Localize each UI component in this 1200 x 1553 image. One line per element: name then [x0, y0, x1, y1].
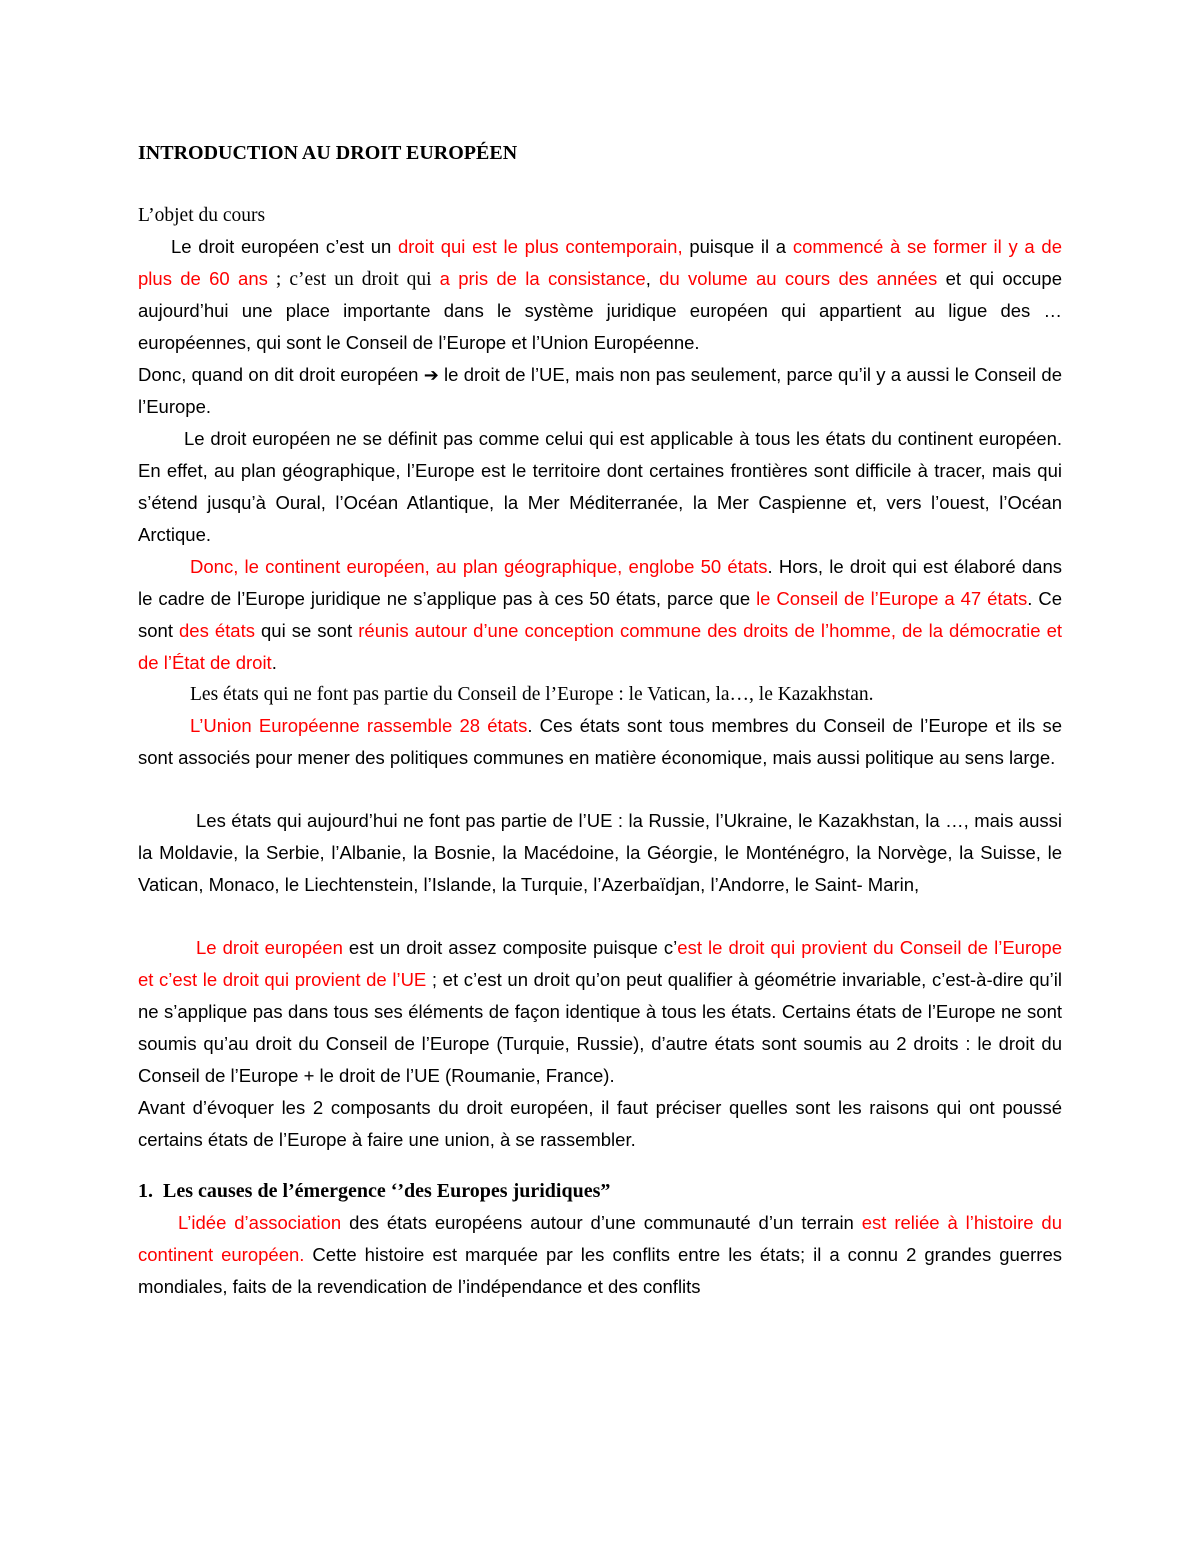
text-run: le droit de l’UE, mais non pas seulement, parce qu’il y a aussi le Conseil de l’Europe. [138, 364, 1062, 417]
text-run: est un droit assez composite puisque c’ [342, 937, 678, 958]
paragraph-7 [138, 932, 1062, 1092]
text-run: , [645, 268, 660, 289]
heading-number: 1. [138, 1180, 153, 1202]
section-subtitle: L’objet du cours [138, 205, 266, 226]
text-run: . Ces états sont tous membres du Conseil de l’Europe et ils se sont associés pour mener des politiques communes en matière économique, mais aussi politique au sens large. [138, 715, 1062, 768]
text-run: Donc, quand on dit droit européen [138, 364, 424, 385]
highlight-run: Donc, le continent européen, au plan géographique, englobe 50 états [190, 556, 768, 577]
spacer [138, 901, 1062, 932]
text-run: ; et c’est un droit qu’on peut qualifier à géométrie invariable, c’est-à-dire qu’il ne s’applique pas dans tous ses éléments de façon identique à tous les états. Certains états de l’Europe ne sont soumis qu’au droit du Conseil de l’Europe (Turquie, Russie), d’autre états sont soumis au 2 droits : le droit du Conseil de l’Europe + le droit de l’UE (Roumanie, France). [138, 969, 1062, 1086]
heading-text: Les causes de l’émergence ‘’des Europes juridiques” [163, 1180, 611, 1202]
text-run: Cette histoire est marquée par les conflits entre les états; il a connu 2 grandes guerres mondiales, faits de la revendication de l’indépendance et des conflits [138, 1244, 1062, 1297]
text-run: et qui occupe aujourd’hui une place importante dans le système juridique européen qui appartient au ligue des … européennes, qui sont le Conseil de l’Europe et l’Union Européenne. [138, 268, 1062, 353]
arrow-right-icon: ➔ [423, 365, 439, 386]
text-run: Les états qui aujourd’hui ne font pas partie de l’UE : la Russie, l’Ukraine, le Kazakhstan, la …, mais aussi la Moldavie, la Serbie, l’Albanie, la Bosnie, la Macédoine, la Géorgie, le Monténégro, la Norvège, la Suisse, le Vatican, Monaco, le Liechtenstein, l’Islande, la Turquie, l’Azerbaïdjan, l’Andorre, le Saint- Marin, [138, 810, 1062, 895]
spacer [138, 1156, 1062, 1176]
text-run: Les états qui ne font pas partie du Conseil de l’Europe : le Vatican, la…, le Kazakhstan. [190, 684, 874, 705]
text-run: ; c’est un droit qui [267, 269, 440, 290]
document-title: INTRODUCTION AU DROIT EUROPÉEN [138, 142, 518, 164]
document-body [138, 138, 1062, 1303]
paragraph-3 [138, 551, 1062, 679]
text-run: des états européens autour d’une communauté d’un terrain [341, 1212, 862, 1233]
text-run: Le droit européen ne se définit pas comme celui qui est applicable à tous les états du continent européen. En effet, au plan géographique, l’Europe est le territoire dont certaines frontières sont difficile à tracer, mais qui s’étend jusqu’à Oural, l’Océan Atlantique, la Mer Méditerranée, la Mer Caspienne et, vers l’ouest, l’Océan Arctique. [138, 428, 1062, 545]
highlight-run: réunis autour d’une conception commune des droits de l’homme, de la démocratie et de l’État de droit [138, 620, 1062, 673]
text-run: . Ce sont [138, 588, 1062, 641]
spacer [138, 169, 1062, 200]
text-run: qui se sont [254, 620, 359, 641]
highlight-run: commencé à se former il y a de plus de 60 ans [138, 236, 1063, 289]
highlight-run: a pris de la consistance [439, 268, 646, 289]
paragraph-1 [138, 231, 1062, 423]
highlight-run: droit qui est le plus contemporain, [398, 236, 683, 257]
text-run: Le droit européen c’est un [171, 236, 399, 257]
highlight-run: L’Union Européenne rassemble 28 états [190, 715, 528, 736]
paragraph-6 [138, 805, 1062, 901]
paragraph-8 [138, 1092, 1062, 1156]
spacer [138, 774, 1062, 805]
paragraph-9 [138, 1207, 1062, 1303]
highlight-run: Le droit européen [196, 937, 343, 958]
text-run: Avant d’évoquer les 2 composants du droit européen, il faut préciser quelles sont les raisons qui ont poussé certains états de l’Europe à faire une union, à se rassembler. [138, 1097, 1062, 1150]
paragraph-4 [138, 679, 1062, 710]
highlight-run: L’idée d’association [178, 1212, 342, 1233]
highlight-run: est reliée à l’histoire du continent européen. [138, 1212, 1062, 1265]
highlight-run: est le droit qui provient du Conseil de l’Europe et c’est le droit qui provient de l’UE [138, 937, 1062, 990]
section-heading-1 [138, 1176, 1062, 1207]
highlight-run: des états [179, 620, 255, 641]
highlight-run: le Conseil de l’Europe a 47 états [756, 588, 1028, 609]
highlight-run: du volume au cours des années [659, 268, 938, 289]
text-run: puisque il a [682, 236, 793, 257]
text-run: . Hors, le droit qui est élaboré dans le cadre de l’Europe juridique ne s’applique pas à ces 50 états, parce que [138, 556, 1062, 609]
paragraph-5 [138, 710, 1062, 774]
text-run: . [271, 652, 277, 673]
paragraph-2 [138, 423, 1062, 551]
